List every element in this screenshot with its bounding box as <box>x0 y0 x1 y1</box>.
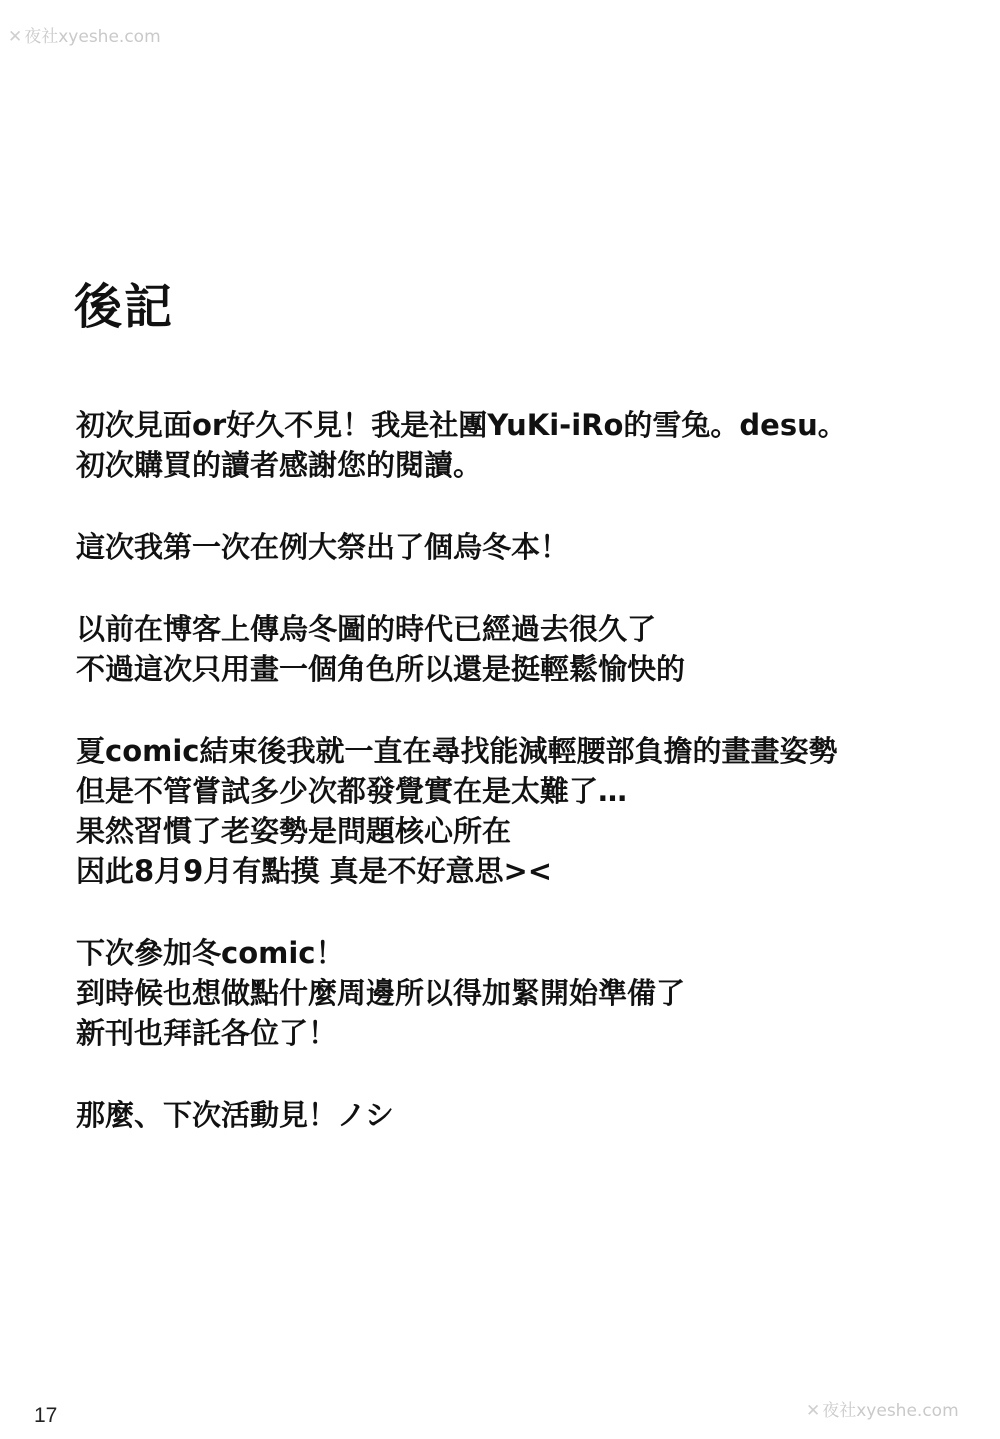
text-line: 夏comic結束後我就一直在尋找能減輕腰部負擔的畫畫姿勢 <box>76 734 838 768</box>
text-line: 初次購買的讀者感謝您的閱讀。 <box>76 448 483 482</box>
watermark-bottom <box>806 1396 959 1421</box>
x-logo-icon: ✕ <box>806 1401 821 1421</box>
text-line: 新刊也拜託各位了！ <box>76 1016 338 1050</box>
text-line: 下次參加冬comic！ <box>76 936 345 970</box>
paragraph-history <box>76 609 976 689</box>
text-line: 初次見面or好久不見！我是社團YuKi-iRo的雪兔。desu。 <box>76 408 847 442</box>
text-line: 果然習慣了老姿勢是問題核心所在 <box>76 814 512 848</box>
text-line: 但是不管嘗試多少次都發覺實在是太難了… <box>76 774 628 808</box>
watermark-bottom-text: 夜社xyeshe.com <box>822 1401 959 1421</box>
text-line: 以前在博客上傳烏冬圖的時代已經過去很久了 <box>76 612 657 646</box>
paragraph-next-event <box>76 933 976 1053</box>
text-line: 因此8月9月有點摸 真是不好意思>< <box>76 854 553 888</box>
paragraph-announcement <box>76 527 976 567</box>
text-line: 那麼、下次活動見！ノシ <box>76 1098 394 1132</box>
paragraph-posture <box>76 731 976 891</box>
watermark-top-text: 夜社xyeshe.com <box>24 27 161 47</box>
watermark-top <box>8 22 161 47</box>
text-line: 到時候也想做點什麼周邊所以得加緊開始準備了 <box>76 976 686 1010</box>
text-line: 這次我第一次在例大祭出了個烏冬本！ <box>76 530 570 564</box>
paragraph-farewell <box>76 1095 976 1135</box>
text-line: 不過這次只用畫一個角色所以還是挺輕鬆愉快的 <box>76 652 686 686</box>
paragraph-greeting <box>76 405 976 485</box>
x-logo-icon: ✕ <box>8 27 23 47</box>
page-number: 17 <box>34 1404 58 1427</box>
afterword-body <box>76 405 976 1177</box>
page-title: 後記 <box>74 279 175 335</box>
